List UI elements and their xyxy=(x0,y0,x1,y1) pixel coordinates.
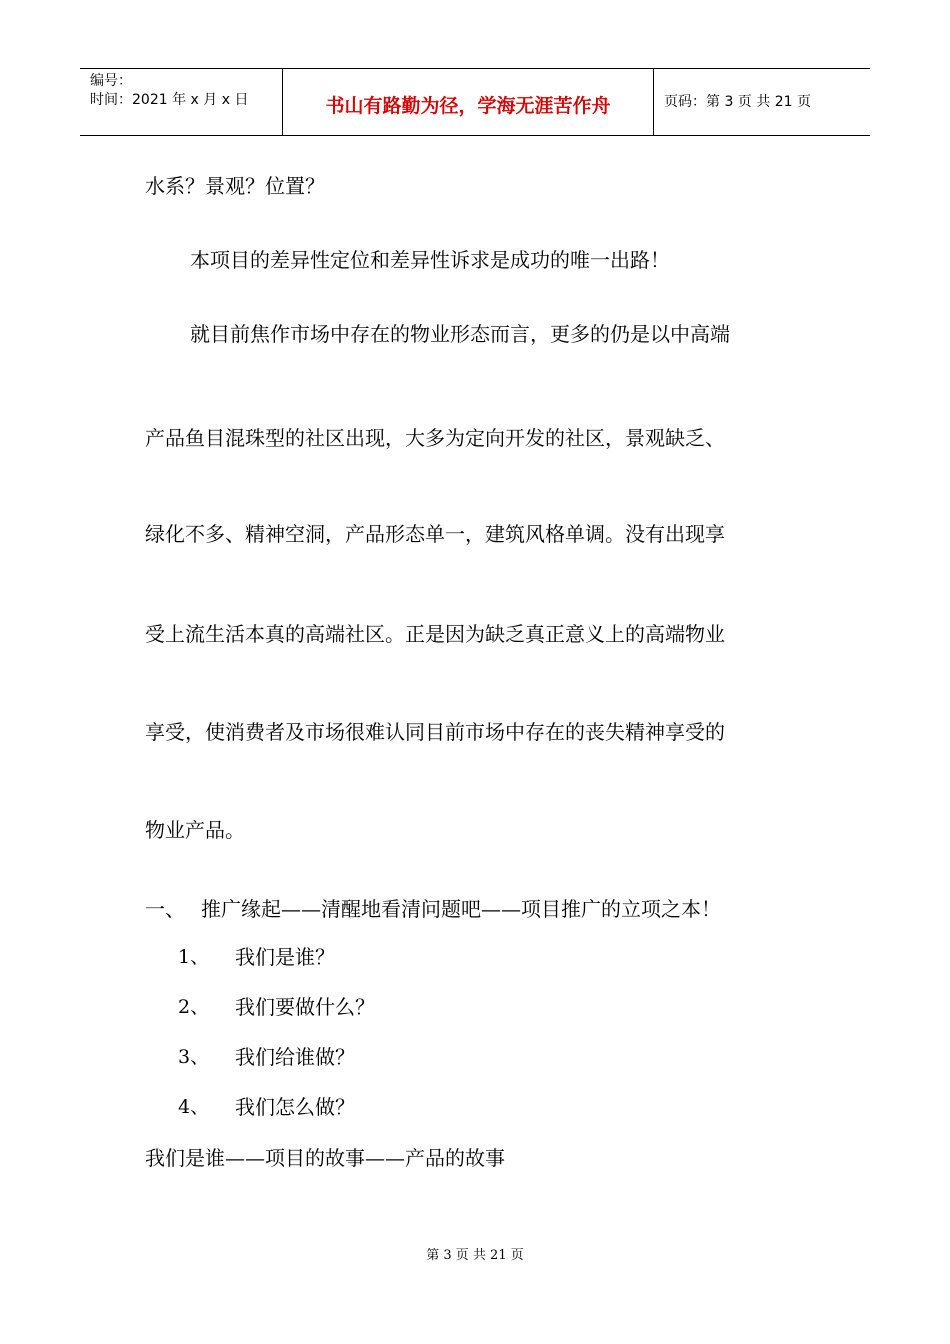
header-meta-cell xyxy=(80,69,282,135)
body-paragraph-line: 受上流生活本真的高端社区。正是因为缺乏真正意义上的高端物业 xyxy=(145,622,725,646)
body-paragraph-positioning: 本项目的差异性定位和差异性诉求是成功的唯一出路！ xyxy=(190,248,670,272)
body-paragraph-line: 产品鱼目混珠型的社区出现，大多为定向开发的社区，景观缺乏、 xyxy=(145,426,725,450)
list-item: 我们是谁？ xyxy=(235,945,335,969)
header-page-cell xyxy=(654,69,870,135)
body-paragraph-line: 享受，使消费者及市场很难认同目前市场中存在的丧失精神享受的 xyxy=(145,720,725,744)
page-footer: 第 3 页 共 21 页 xyxy=(426,1248,524,1263)
body-line-questions: 水系？景观？位置？ xyxy=(145,174,325,198)
list-item-number: 3、 xyxy=(178,1046,210,1068)
list-item-number: 2、 xyxy=(178,996,210,1018)
body-paragraph-line: 绿化不多、精神空洞，产品形态单一，建筑风格单调。没有出现享 xyxy=(145,522,725,546)
list-item: 我们要做什么？ xyxy=(235,995,375,1019)
section-heading: 推广缘起——清醒地看清问题吧——项目推广的立项之本！ xyxy=(201,897,721,921)
list-item-number: 4、 xyxy=(178,1096,210,1118)
page-header xyxy=(80,68,870,136)
body-paragraph-line: 物业产品。 xyxy=(145,818,245,842)
header-page-info: 页码：第 3 页 共 21 页 xyxy=(664,94,811,110)
list-item: 我们怎么做？ xyxy=(235,1095,355,1119)
list-item: 我们给谁做？ xyxy=(235,1045,355,1069)
document-date-label: 时间：2021 年 x 月 x 日 xyxy=(90,92,249,108)
list-item-number: 1、 xyxy=(178,946,210,968)
header-motto-cell xyxy=(282,69,654,135)
section-number: 一、 xyxy=(145,897,185,921)
header-motto: 书山有路勤为径，学海无涯苦作舟 xyxy=(325,95,611,117)
body-closing-line: 我们是谁——项目的故事——产品的故事 xyxy=(145,1146,505,1170)
document-number-label: 编号： xyxy=(90,73,132,89)
body-paragraph-line: 就目前焦作市场中存在的物业形态而言，更多的仍是以中高端 xyxy=(190,322,730,346)
